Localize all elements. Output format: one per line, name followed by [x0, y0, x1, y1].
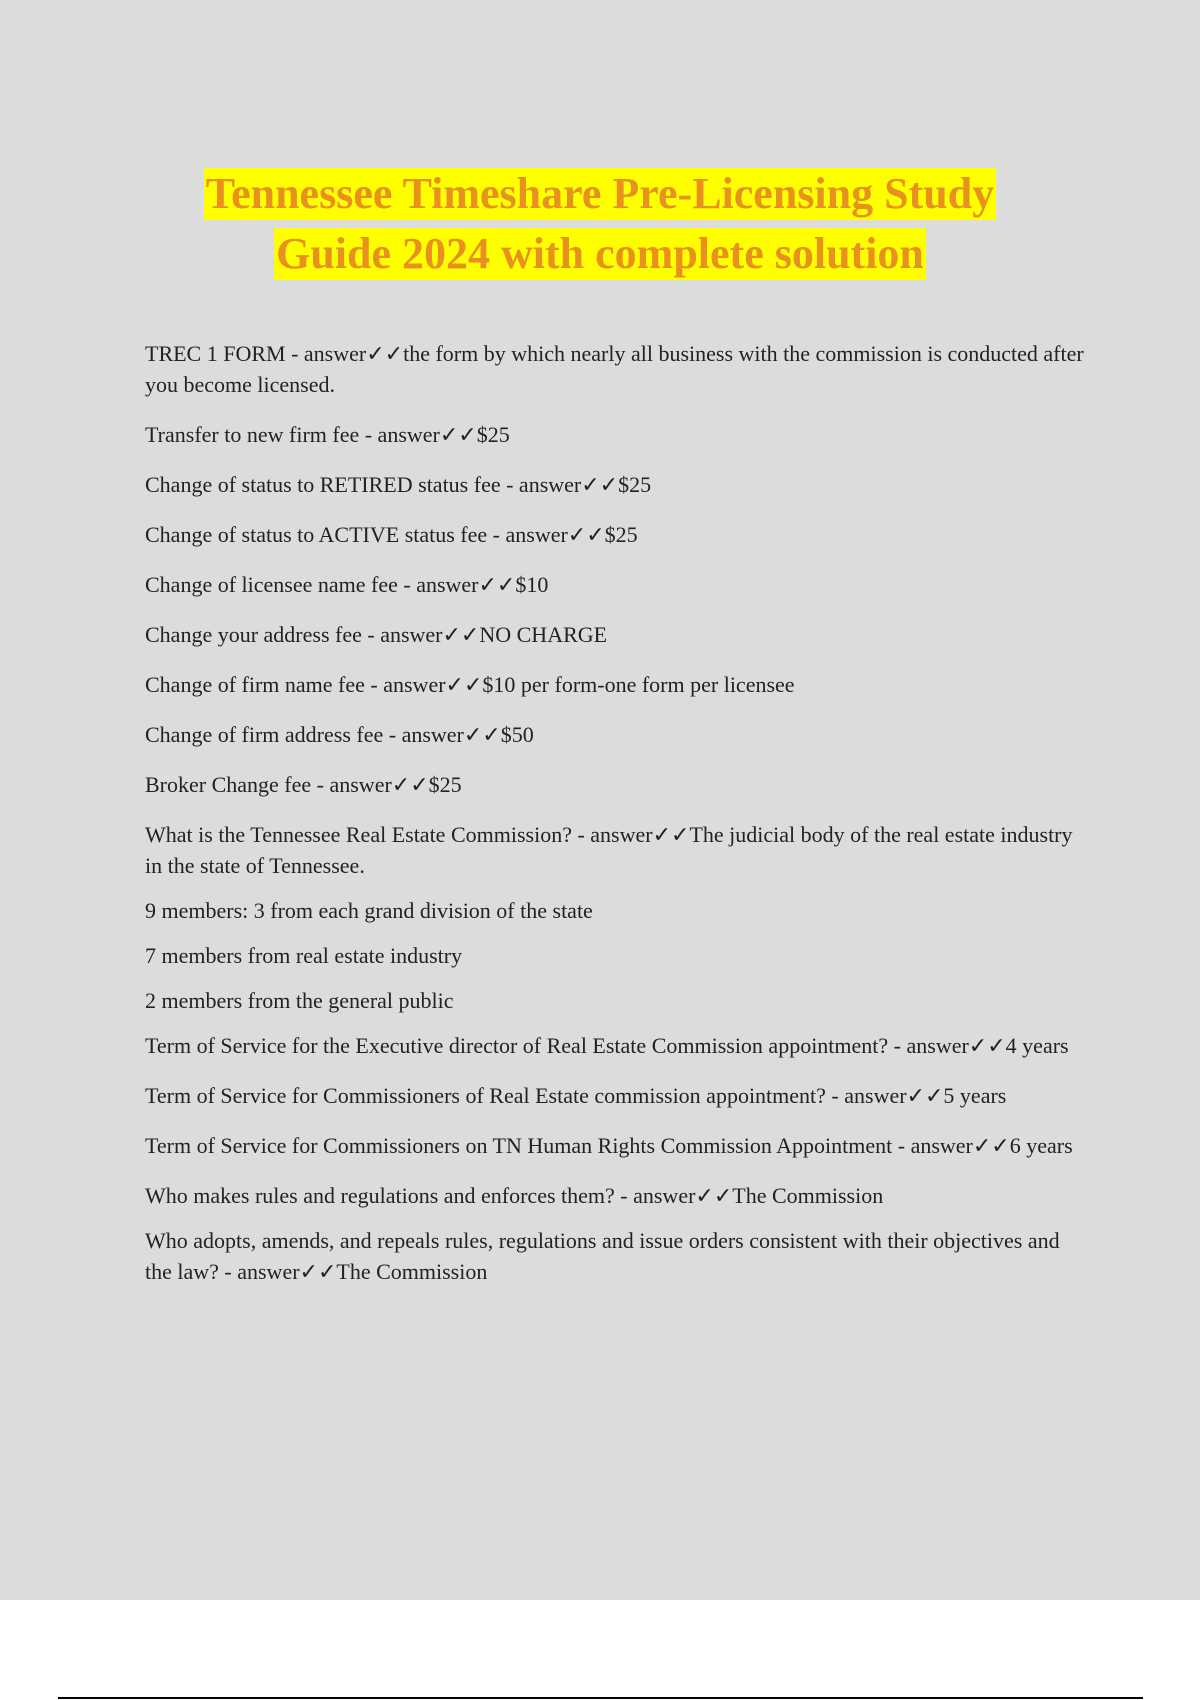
qa-item-commission-definition: What is the Tennessee Real Estate Commission? - answer✓✓The judicial body of the real estate industry in the state of Tennessee.	[145, 822, 1073, 878]
qa-item-executive-director-term: Term of Service for the Executive director of Real Estate Commission appointment? - answer✓✓4 years	[145, 1033, 1069, 1058]
document-title	[0, 168, 1200, 280]
qa-item-firm-name-fee: Change of firm name fee - answer✓✓$10 per form-one form per licensee	[145, 672, 795, 697]
qa-item-firm-address-fee: Change of firm address fee - answer✓✓$50	[145, 722, 534, 747]
qa-item-rules-adoption: Who adopts, amends, and repeals rules, regulations and issue orders consistent with their objectives and the law? - answer✓✓The Commission	[145, 1228, 1060, 1284]
qa-item-commissioner-term: Term of Service for Commissioners of Real Estate commission appointment? - answer✓✓5 years	[145, 1083, 1007, 1108]
qa-item-human-rights-term: Term of Service for Commissioners on TN Human Rights Commission Appointment - answer✓✓6 years	[145, 1133, 1073, 1158]
qa-item-broker-change-fee: Broker Change fee - answer✓✓$25	[145, 772, 462, 797]
qa-item-name-change-fee: Change of licensee name fee - answer✓✓$10	[145, 572, 549, 597]
qa-item-address-fee: Change your address fee - answer✓✓NO CHARGE	[145, 622, 608, 647]
qa-item-active-fee: Change of status to ACTIVE status fee - answer✓✓$25	[145, 522, 638, 547]
qa-item-members-industry: 7 members from real estate industry	[145, 943, 463, 968]
qa-item-retired-fee: Change of status to RETIRED status fee - answer✓✓$25	[145, 472, 652, 497]
qa-item-members-divisions: 9 members: 3 from each grand division of the state	[145, 898, 593, 923]
qa-item-trec-form: TREC 1 FORM - answer✓✓the form by which nearly all business with the commission is conducted after you become licensed.	[145, 341, 1084, 397]
title-line-2: Guide 2024 with complete solution	[276, 229, 924, 278]
qa-item-members-public: 2 members from the general public	[145, 988, 454, 1013]
footer-divider	[58, 1697, 1143, 1699]
study-guide-content	[145, 338, 1090, 1306]
title-line-1: Tennessee Timeshare Pre-Licensing Study	[205, 169, 995, 218]
qa-item-rules-enforcement: Who makes rules and regulations and enforces them? - answer✓✓The Commission	[145, 1183, 884, 1208]
qa-item-transfer-fee: Transfer to new firm fee - answer✓✓$25	[145, 422, 510, 447]
